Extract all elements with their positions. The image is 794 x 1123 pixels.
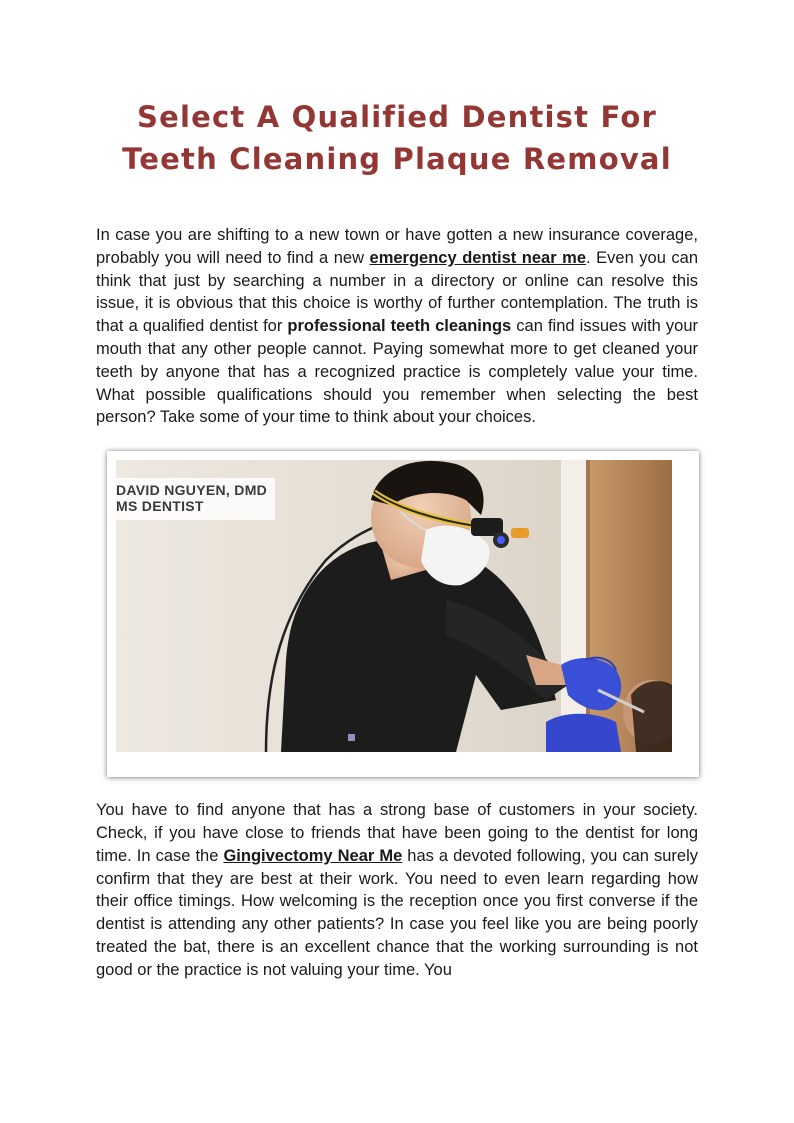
caption-name: DAVID NGUYEN, DMD — [116, 482, 268, 499]
body-text-2: has a devoted following, you can surely confirm that they are best at their work. You need to even learn regarding how their office timings. How welcoming is the reception once you first converse if the dentist is attending any other patients? In case you feel like you are being poorly treated the bat, there is an excellent chance that the working surrounding is not good or the practice is not valuing your time. You — [96, 846, 698, 979]
emergency-dentist-link[interactable]: emergency dentist near me — [369, 248, 587, 267]
intro-text-2: . Even you can think that just by searching a number in a directory or online can resolve this issue, it is obvious that this choice is worthy of further contemplation. The truth is that a qualified dentist for — [96, 248, 699, 336]
caption-title: MS DENTIST — [116, 498, 204, 515]
page-title: Select A Qualified Dentist For Teeth Cleaning Plaque Removal — [122, 100, 672, 176]
dentist-photo — [116, 460, 672, 752]
intro-text-3: can find issues with your mouth that any other people cannot. Paying somewhat more to get cleaned your teeth by anyone that has a recognized practice is completely value your time. What possible qualifications should you remember when selecting the best person? Take some of your time to think about your choices. — [96, 317, 699, 427]
gingivectomy-link[interactable]: Gingivectomy Near Me — [223, 846, 403, 865]
document-page — [96, 96, 698, 982]
intro-text-1: In case you are shifting to a new town or have gotten a new insurance coverage, probably you will need to find a new — [96, 226, 698, 267]
body-text-1: You have to find anyone that has a strong base of customers in your society. Check, if you have close to friends that have been going to the dentist for long time. In case the — [96, 801, 698, 865]
body-paragraph — [96, 799, 698, 981]
dentist-photo-frame — [107, 451, 699, 777]
professional-cleanings-bold: professional teeth cleanings — [287, 317, 512, 336]
gloved-hand-lower — [546, 714, 621, 752]
intro-paragraph — [96, 224, 698, 429]
photo-caption — [116, 478, 275, 520]
